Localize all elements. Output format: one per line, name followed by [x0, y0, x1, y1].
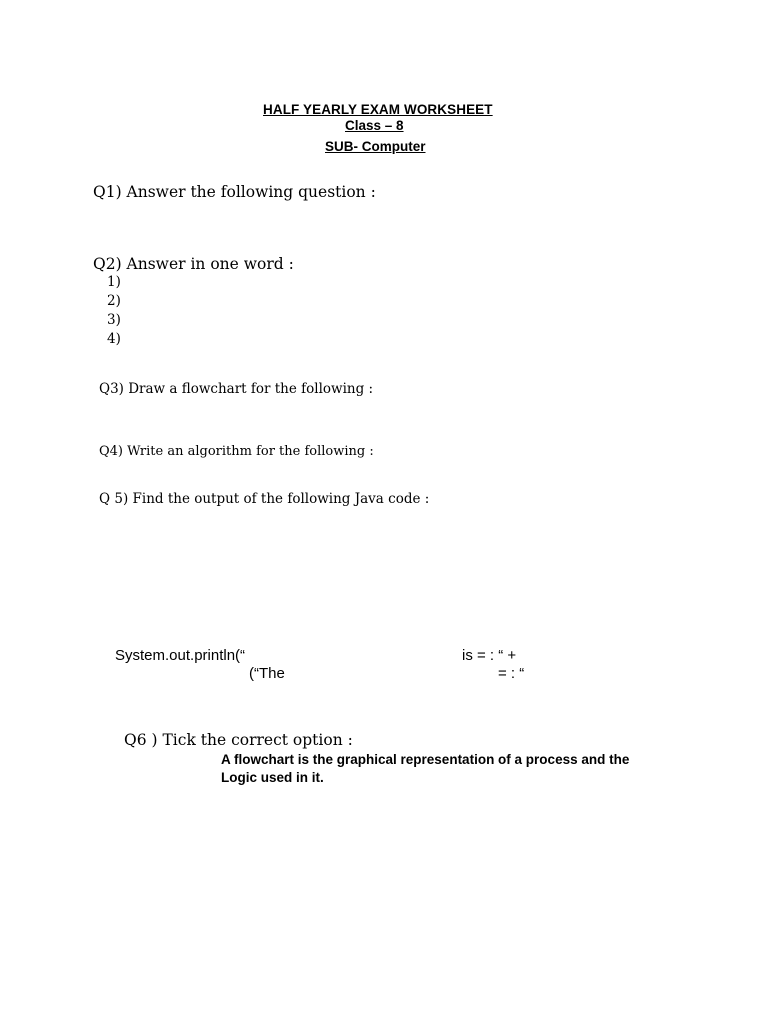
- q2-item-4: 4): [107, 331, 121, 347]
- question-4: Q4) Write an algorithm for the following :: [99, 444, 374, 459]
- question-5: Q 5) Find the output of the following Java code :: [99, 491, 430, 507]
- code-line2-left: (“The: [249, 665, 285, 682]
- q2-item-2: 2): [107, 293, 121, 309]
- class-line: Class – 8: [345, 118, 404, 133]
- question-3: Q3) Draw a flowchart for the following :: [99, 381, 374, 397]
- subject-line: SUB- Computer: [325, 139, 426, 154]
- question-1: Q1) Answer the following question :: [93, 183, 376, 201]
- code-line1-left: System.out.println(“: [115, 647, 246, 664]
- q2-item-1: 1): [107, 274, 121, 290]
- code-line2-right: = : “: [498, 665, 525, 682]
- question-2: Q2) Answer in one word :: [93, 255, 294, 273]
- q6-statement: A flowchart is the graphical representation of a process and the Logic used in it.: [221, 752, 630, 785]
- code-line1-right: is = : “ +: [462, 647, 517, 664]
- worksheet-title: HALF YEARLY EXAM WORKSHEET: [263, 102, 493, 117]
- q2-item-3: 3): [107, 312, 121, 328]
- question-6: Q6 ) Tick the correct option :: [124, 731, 353, 749]
